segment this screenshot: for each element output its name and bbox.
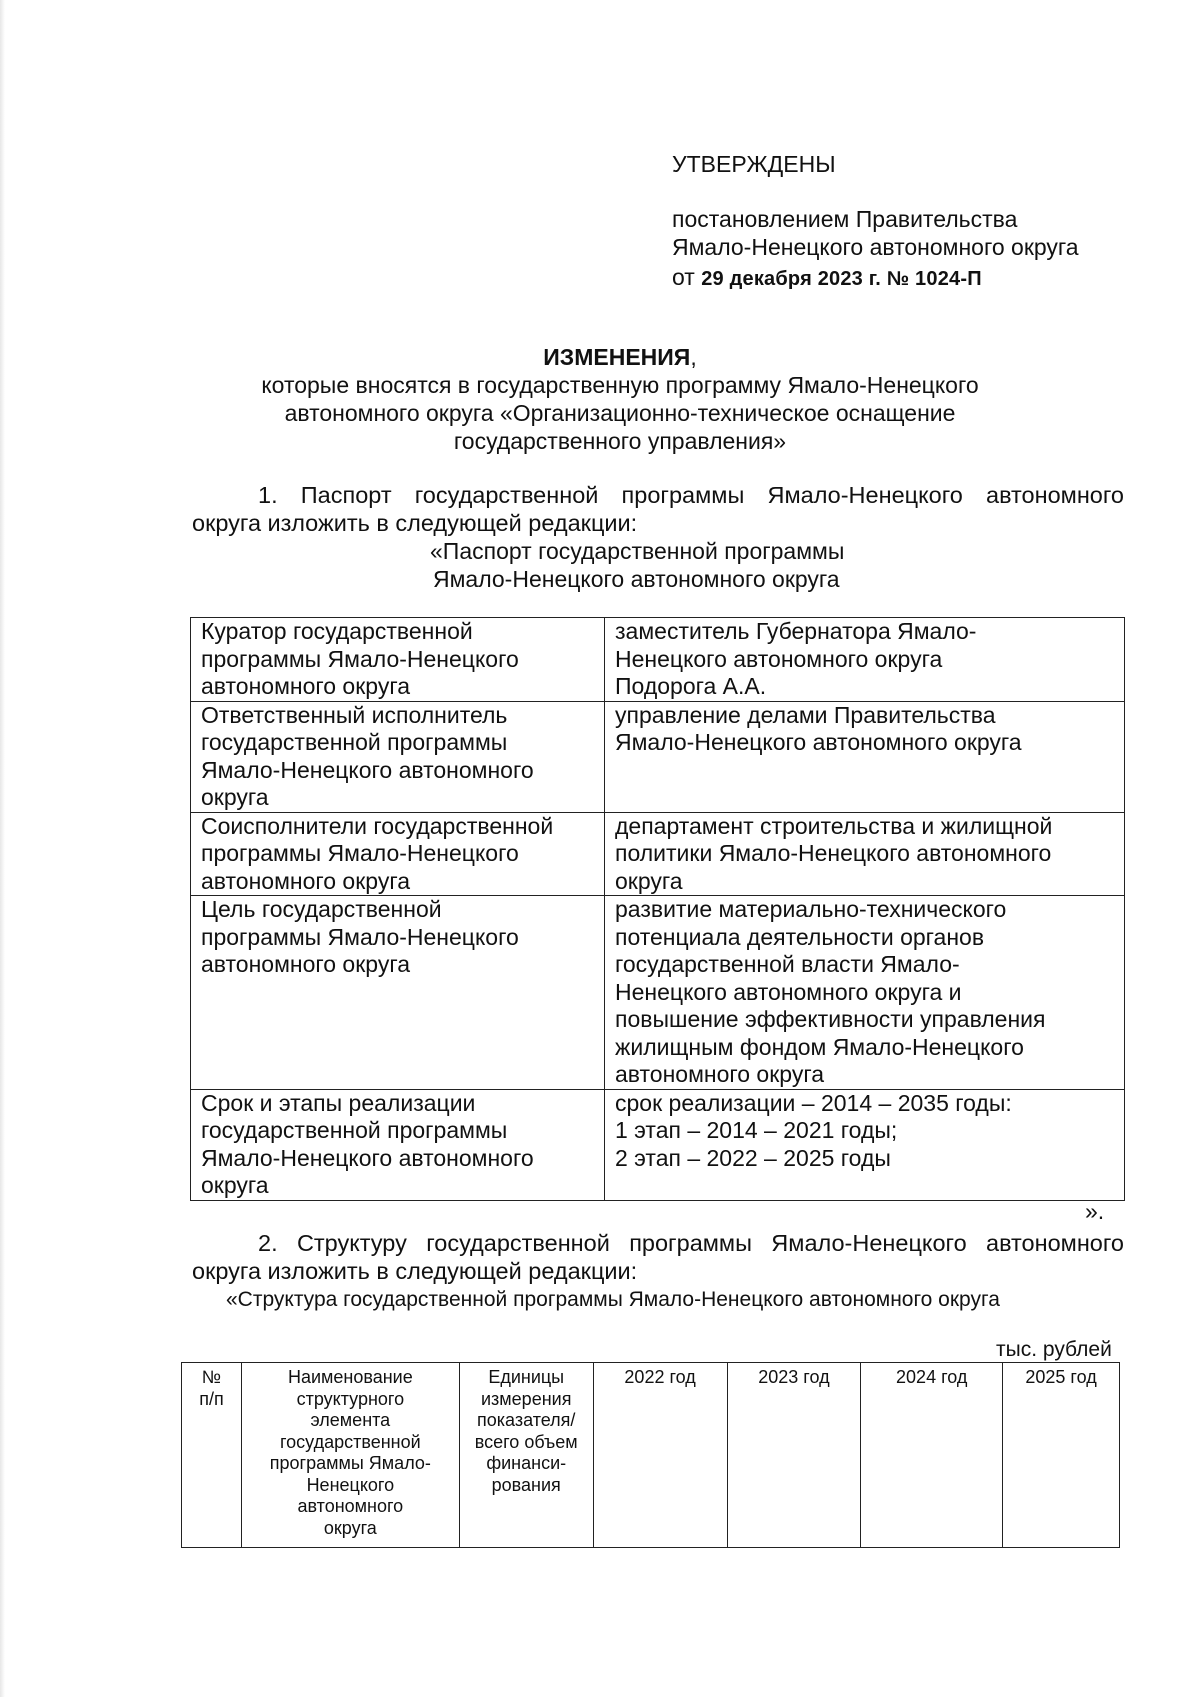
passport-value-line: государственной власти Ямало- xyxy=(615,951,960,977)
page-title xyxy=(190,343,1050,371)
title-main: ИЗМЕНЕНИЯ xyxy=(543,344,691,370)
section-1-line-1: 1. Паспорт государственной программы Ямало-Ненецкого автономного xyxy=(258,482,1124,508)
structure-header-line: округа xyxy=(323,1517,377,1538)
structure-header-cell xyxy=(727,1363,861,1548)
structure-header-line: 2022 год xyxy=(624,1367,696,1387)
structure-header-line: Ненецкого xyxy=(306,1474,395,1495)
passport-value-line: Ямало-Ненецкого автономного округа xyxy=(615,729,1022,755)
passport-key-line: программы Ямало-Ненецкого xyxy=(201,645,519,672)
structure-header-line: государственной xyxy=(280,1431,421,1452)
passport-row xyxy=(191,896,1125,1090)
passport-value-line: округа xyxy=(615,867,683,894)
passport-key-line: Срок и этапы реализации xyxy=(201,1089,476,1116)
structure-header-line: программы Ямало- xyxy=(269,1453,431,1473)
structure-header-cell xyxy=(182,1363,242,1548)
title-comma: , xyxy=(690,344,697,370)
structure-header-line: Единицы xyxy=(488,1367,565,1387)
passport-key-line: Ямало-Ненецкого автономного xyxy=(201,1144,534,1171)
passport-row xyxy=(191,618,1125,702)
structure-header-line: автономного xyxy=(297,1496,404,1516)
structure-header-line: показателя/ xyxy=(477,1410,576,1430)
passport-value-line: управление делами Правительства xyxy=(615,701,996,728)
structure-header-line: № xyxy=(201,1367,222,1387)
structure-table xyxy=(181,1362,1120,1548)
passport-value-line: автономного округа xyxy=(615,1061,824,1087)
passport-key-cell xyxy=(191,701,605,812)
passport-subtitle-1: «Паспорт государственной программы xyxy=(430,538,845,564)
approval-from-prefix: от xyxy=(672,264,695,290)
passport-value-line: развитие материально-технического xyxy=(615,896,1007,922)
approval-line-2: Ямало-Ненецкого автономного округа xyxy=(672,234,1079,260)
passport-value-line: жилищным фондом Ямало-Ненецкого xyxy=(615,1033,1024,1060)
passport-value-line: срок реализации – 2014 – 2035 годы: xyxy=(615,1089,1012,1116)
structure-header-cell xyxy=(459,1363,593,1548)
structure-header-line: 2023 год xyxy=(758,1367,830,1387)
passport-value-line: Ненецкого автономного округа xyxy=(615,645,943,672)
passport-key-line: автономного округа xyxy=(201,951,410,977)
passport-value-cell xyxy=(605,618,1125,702)
passport-subtitle-2: Ямало-Ненецкого автономного округа xyxy=(433,566,840,592)
structure-header-line: измерения xyxy=(480,1388,572,1409)
passport-value-line: повышение эффективности управления xyxy=(615,1006,1046,1032)
passport-key-cell xyxy=(191,1089,605,1200)
passport-key-line: Цель государственной xyxy=(201,896,442,922)
passport-row xyxy=(191,1089,1125,1200)
passport-value-line: 1 этап – 2014 – 2021 годы; xyxy=(615,1117,898,1143)
passport-key-line: автономного округа xyxy=(201,673,410,699)
structure-header-line: Наименование xyxy=(287,1367,413,1387)
passport-key-cell xyxy=(191,896,605,1090)
title-line-1: которые вносятся в государственную программу Ямало-Ненецкого xyxy=(261,372,979,398)
structure-header-cell xyxy=(861,1363,1003,1548)
passport-row xyxy=(191,701,1125,812)
title-line-2: автономного округа «Организационно-техническое оснащение xyxy=(284,400,956,426)
structure-header-cell xyxy=(241,1363,459,1548)
passport-value-line: 2 этап – 2022 – 2025 годы xyxy=(615,1144,891,1171)
structure-subtitle: «Структура государственной программы Ямало-Ненецкого автономного округа xyxy=(226,1288,1000,1311)
section-2-paragraph xyxy=(192,1229,1124,1285)
approval-heading: УТВЕРЖДЕНЫ xyxy=(672,151,836,177)
title-line-3: государственного управления» xyxy=(453,428,787,454)
passport-key-line: Ямало-Ненецкого автономного xyxy=(201,756,534,783)
passport-key-line: автономного округа xyxy=(201,867,410,894)
passport-value-line: заместитель Губернатора Ямало- xyxy=(615,618,977,644)
passport-key-line: государственной программы xyxy=(201,1117,508,1143)
passport-key-line: программы Ямало-Ненецкого xyxy=(201,840,519,866)
section-1-paragraph xyxy=(192,481,1124,537)
scan-edge xyxy=(0,0,5,1697)
passport-key-line: округа xyxy=(201,1172,269,1198)
structure-header-line: всего объем xyxy=(474,1431,578,1452)
passport-key-cell xyxy=(191,812,605,896)
passport-value-line: департамент строительства и жилищной xyxy=(615,812,1053,839)
passport-table xyxy=(190,617,1125,1201)
decree-number: 29 декабря 2023 г. № 1024-П xyxy=(701,268,982,290)
structure-header-cell xyxy=(1003,1363,1120,1548)
structure-header-line: структурного xyxy=(296,1388,405,1409)
passport-key-line: Соисполнители государственной xyxy=(201,812,554,839)
passport-key-line: округа xyxy=(201,784,269,810)
approval-date-line xyxy=(672,263,982,293)
structure-header-line: п/п xyxy=(199,1388,224,1409)
section-1-line-2: округа изложить в следующей редакции: xyxy=(192,510,638,536)
passport-value-line: Ненецкого автономного округа и xyxy=(615,978,962,1005)
passport-key-line: программы Ямало-Ненецкого xyxy=(201,923,519,950)
passport-row xyxy=(191,812,1125,896)
structure-header-line: 2024 год xyxy=(896,1367,968,1387)
passport-value-cell xyxy=(605,701,1125,812)
structure-header-line: 2025 год xyxy=(1025,1367,1097,1387)
passport-closing-quote: ». xyxy=(1085,1198,1105,1224)
units-note: тыс. рублей xyxy=(996,1338,1112,1361)
structure-header-line: рования xyxy=(491,1474,561,1495)
passport-value-cell xyxy=(605,896,1125,1090)
passport-key-line: государственной программы xyxy=(201,729,508,755)
passport-key-line: Куратор государственной xyxy=(201,618,473,644)
structure-header-cell xyxy=(593,1363,727,1548)
passport-value-line: Подорога А.А. xyxy=(615,673,767,699)
passport-value-cell xyxy=(605,1089,1125,1200)
passport-key-line: Ответственный исполнитель xyxy=(201,701,508,728)
passport-value-line: политики Ямало-Ненецкого автономного xyxy=(615,840,1052,866)
approval-line-1: постановлением Правительства xyxy=(672,206,1018,232)
structure-header-line: финанси- xyxy=(486,1453,567,1473)
section-2-line-1: 2. Структуру государственной программы Ямало-Ненецкого автономного xyxy=(258,1230,1124,1256)
structure-header-line: элемента xyxy=(310,1410,391,1430)
passport-value-line: потенциала деятельности органов xyxy=(615,923,985,950)
passport-value-cell xyxy=(605,812,1125,896)
section-2-line-2: округа изложить в следующей редакции: xyxy=(192,1258,638,1284)
passport-key-cell xyxy=(191,618,605,702)
